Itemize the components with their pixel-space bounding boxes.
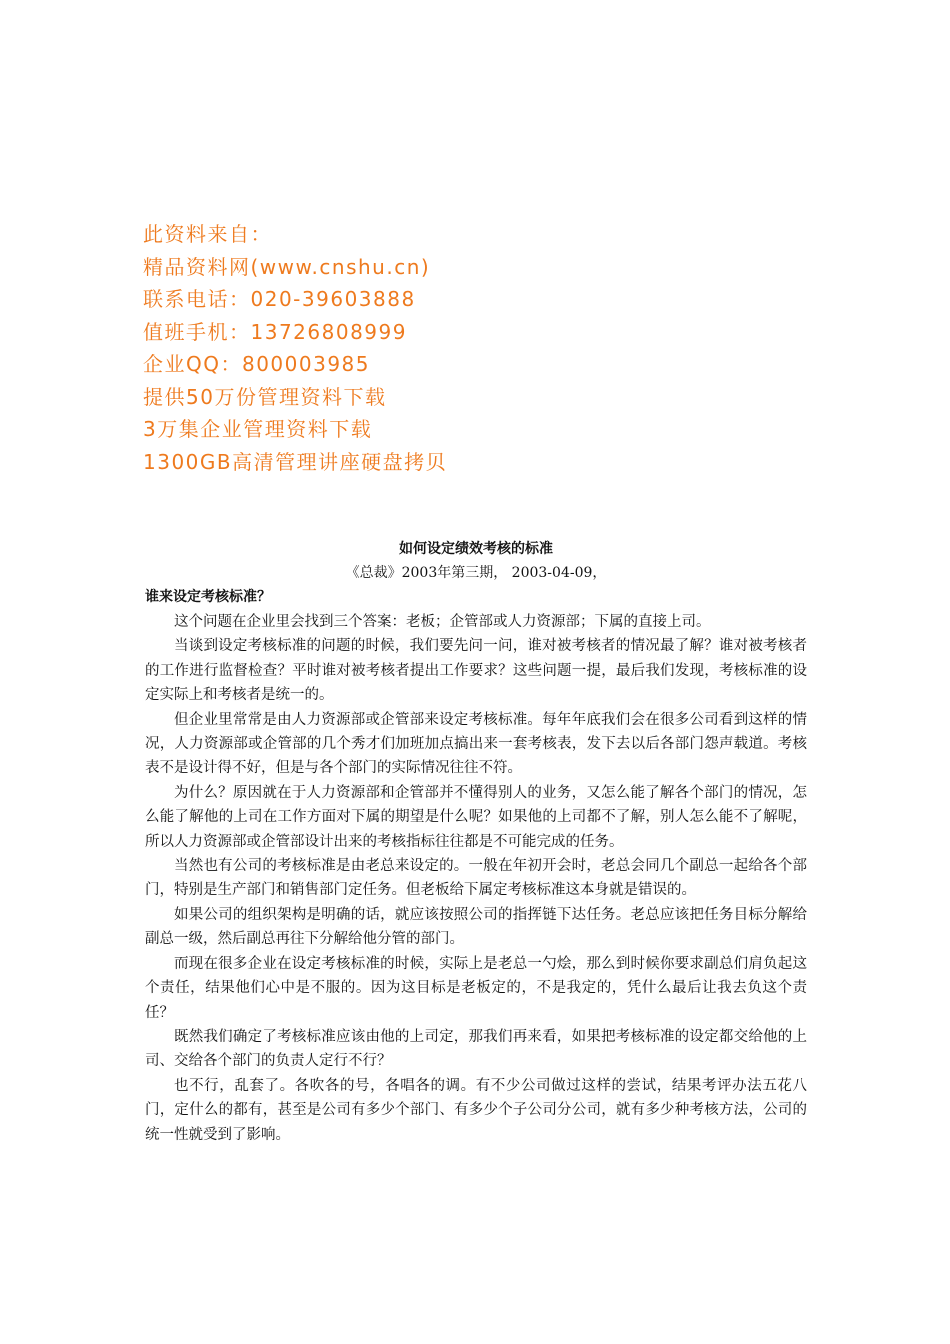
paragraph: 也不行，乱套了。各吹各的号，各唱各的调。有不少公司做过这样的尝试，结果考评办法五花八门，定什么的都有，甚至是公司有多少个部门、有多少个子公司分公司，就有多少种考核方法，公司的统一性就受到了影响。 xyxy=(145,1077,807,1143)
paragraph: 为什么？原因就在于人力资源部和企管部并不懂得别人的业务，又怎么能了解各个部门的情况，怎么能了解他的上司在工作方面对下属的期望是什么呢？如果他的上司都不了解，别人怎么能不了解呢，所以人力资源部或企管部设计出来的考核指标往往都是不可能完成的任务。 xyxy=(145,784,807,850)
source-info-block xyxy=(143,218,743,478)
source-line-website: 精品资料网(www.cnshu.cn) xyxy=(143,254,431,279)
paragraph: 但企业里常常是由人力资源部或企管部来设定考核标准。每年年底我们会在很多公司看到这样的情况，人力资源部或企管部的几个秀才们加班加点搞出来一套考核表，发下去以后各部门怨声载道。考核表不是设计得不好，但是与各个部门的实际情况往往不符。 xyxy=(145,711,807,777)
source-line-phone: 联系电话：020-39603888 xyxy=(143,287,416,311)
paragraph: 当谈到设定考核标准的问题的时候，我们要先问一问，谁对被考核者的情况最了解？谁对被考核者的工作进行监督检查？平时谁对被考核者提出工作要求？这些问题一提，最后我们发现，考核标准的设定实际上和考核者是统一的。 xyxy=(145,638,807,704)
source-line-mobile: 值班手机：13726808999 xyxy=(143,319,407,344)
source-line-offer-2: 3万集企业管理资料下载 xyxy=(143,417,373,441)
paragraph: 如果公司的组织架构是明确的话，就应该按照公司的指挥链下达任务。老总应该把任务目标分解给副总一级，然后副总再往下分解给他分管的部门。 xyxy=(145,906,807,948)
article xyxy=(145,537,807,1147)
section-heading: 谁来设定考核标准？ xyxy=(145,589,271,605)
paragraph: 而现在很多企业在设定考核标准的时候，实际上是老总一勺烩，那么到时候你要求副总们肩负起这个责任，结果他们心中是不服的。因为这目标是老板定的，不是我定的，凭什么最后让我去负这个责任？ xyxy=(145,955,807,1021)
source-line-intro: 此资料来自： xyxy=(143,222,272,246)
source-line-qq: 企业QQ：800003985 xyxy=(143,352,371,376)
paragraph: 既然我们确定了考核标准应该由他的上司定，那我们再来看，如果把考核标准的设定都交给他的上司、交给各个部门的负责人定行不行？ xyxy=(145,1028,807,1070)
article-meta: 《总裁》2003年第三期， 2003-04-09， xyxy=(345,565,607,581)
article-title: 如何设定绩效考核的标准 xyxy=(399,541,553,557)
source-line-offer-3: 1300GB高清管理讲座硬盘拷贝 xyxy=(143,449,448,474)
paragraph: 这个问题在企业里会找到三个答案：老板；企管部或人力资源部；下属的直接上司。 xyxy=(174,614,711,630)
paragraph: 当然也有公司的考核标准是由老总来设定的。一般在年初开会时，老总会同几个副总一起给各个部门，特别是生产部门和销售部门定任务。但老板给下属定考核标准这本身就是错误的。 xyxy=(145,858,807,899)
source-line-offer-1: 提供50万份管理资料下载 xyxy=(143,384,387,409)
